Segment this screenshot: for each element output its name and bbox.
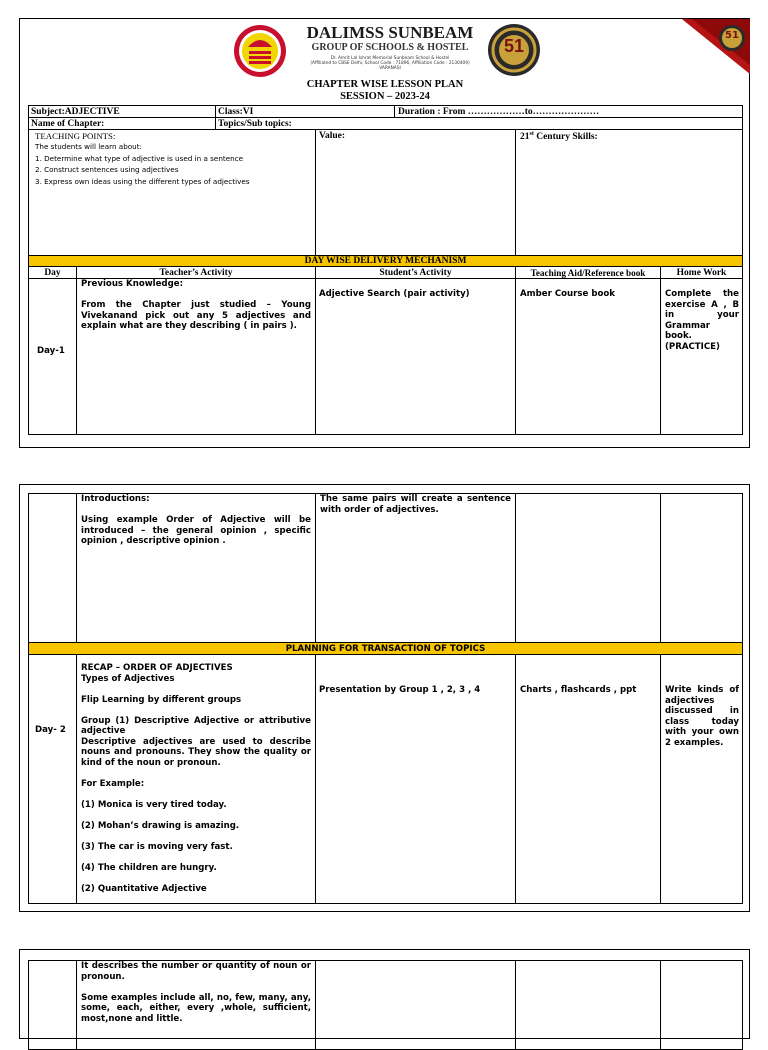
affiliation-text: Dr. Amrit Lal Ishrat Memorial Sunbeam School & Hostel (Affiliated to CBSE Delhi, School Code : 71896, Affiliation Code : 2130409) VARANASI (310, 56, 470, 72)
page-3-aid (515, 960, 661, 1050)
teaching-point-item: 1. Determine what type of adjective is used in a sentence (35, 153, 244, 163)
day-1-homework: Complete the exercise A , B in your Grammar book. (PRACTICE) (660, 278, 743, 435)
day-1-aid: Amber Course book (515, 278, 661, 435)
page-3-day-cell (28, 960, 77, 1050)
teaching-points-title: TEACHING POINTS: (35, 131, 116, 141)
topics-field: Topics/Sub topics: (215, 117, 743, 130)
col-teacher: Teacher’s Activity (76, 266, 316, 279)
col-homework: Home Work (660, 266, 743, 279)
day-1-student: Adjective Search (pair activity) (315, 278, 516, 435)
col-day: Day (28, 266, 77, 279)
page-2 (19, 484, 750, 912)
col-aid: Teaching Aid/Reference book (515, 266, 661, 279)
session-label: SESSION – 2023-24 (340, 91, 430, 102)
class-field: Class:VI (215, 105, 395, 118)
mechanism-title: DAY WISE DELIVERY MECHANISM (28, 255, 743, 267)
page-3-student (315, 960, 516, 1050)
corner-ribbon: 51 (682, 19, 750, 74)
planning-title: PLANNING FOR TRANSACTION OF TOPICS (28, 642, 743, 655)
day-1-teacher: Previous Knowledge: From the Chapter just studied – Young Vivekanand pick out any 5 adjectives and explain what are they describing ( in pairs ). (76, 278, 316, 435)
page-2-aid (515, 493, 661, 643)
page-1 (19, 18, 750, 448)
page-2-day-cell (28, 493, 77, 643)
day-2-homework: Write kinds of adjectives discussed in class today with your own 2 examples. (660, 654, 743, 904)
subject-field: Subject:ADJECTIVE (28, 105, 216, 118)
chapter-field: Name of Chapter: (28, 117, 216, 130)
page-3 (19, 949, 750, 1039)
day-2-student: Presentation by Group 1 , 2, 3 , 4 (315, 654, 516, 904)
document-title: CHAPTER WISE LESSON PLAN (306, 79, 464, 90)
anniversary-badge: 51 (487, 23, 541, 77)
day-2-aid: Charts , flashcards , ppt (515, 654, 661, 904)
school-name: DALIMSS SUNBEAM (306, 23, 474, 42)
school-subtitle: GROUP OF SCHOOLS & HOSTEL (311, 42, 469, 53)
teaching-point-item: 2. Construct sentences using adjectives (35, 165, 179, 174)
skills-cell: 21st Century Skills: (515, 129, 743, 256)
col-student: Student’s Activity (315, 266, 516, 279)
page-3-homework (660, 960, 743, 1050)
page-3-teacher: It describes the number or quantity of noun or pronoun. Some examples include all, no, few, many, any, some, each, either, every ,whole, sufficient, most,none and little. (76, 960, 316, 1050)
page-2-student: The same pairs will create a sentence with order of adjectives. (315, 493, 516, 643)
teaching-points-cell (28, 129, 316, 256)
school-logo (232, 23, 288, 79)
value-cell: Value: (315, 129, 516, 256)
day-2-teacher: RECAP – ORDER OF ADJECTIVES Types of Adjectives Flip Learning by different groups Group (1) Descriptive Adjective or attributive adjective Descriptive adjectives are used to describe nouns and pronouns. They show the quality or kind of the noun or pronoun. For Example: (1) Monica is very tired today. (2) Mohan’s drawing is amazing. (3) The car is moving very fast. (4) The children are hungry. (2) Quantitative Adjective (76, 654, 316, 904)
page-2-homework (660, 493, 743, 643)
teaching-points-intro: The students will learn about: (35, 142, 142, 151)
day-2-label: Day- 2 (28, 654, 77, 904)
teaching-point-item: 3. Express own ideas using the different types of adjectives (35, 176, 250, 186)
introductions-cell: Introductions: Using example Order of Adjective will be introduced – the general opinion , specific opinion , descriptive opinion . (76, 493, 316, 643)
duration-field: Duration : From ………………to………………… (394, 105, 743, 118)
day-1-label: Day-1 (28, 278, 77, 435)
